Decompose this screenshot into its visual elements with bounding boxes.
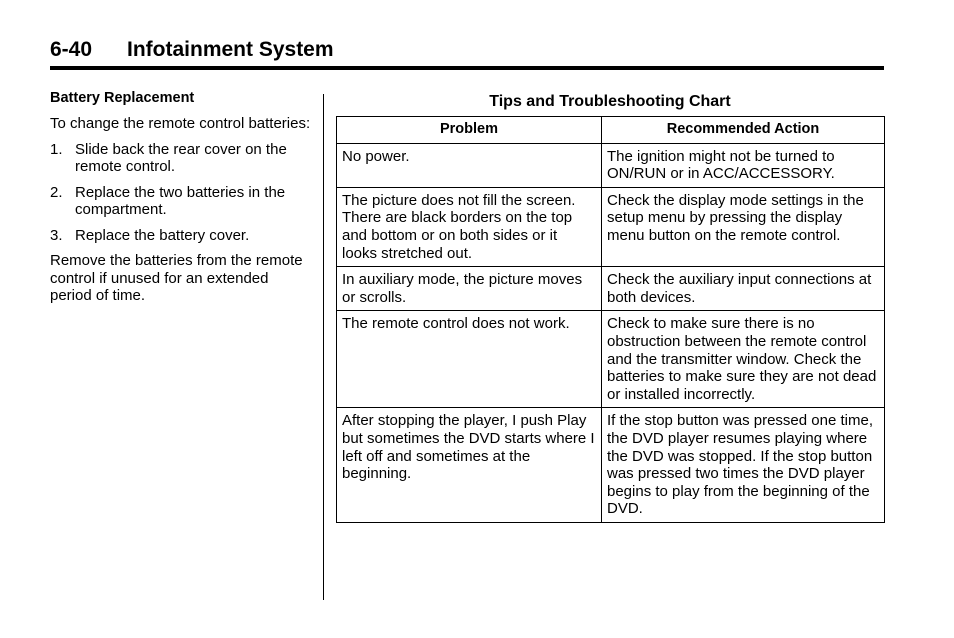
battery-intro: To change the remote control batteries: bbox=[50, 115, 311, 132]
step-text: Replace the battery cover. bbox=[75, 226, 250, 244]
battery-heading: Battery Replacement bbox=[50, 90, 195, 106]
problem-cell: The remote control does not work. bbox=[337, 311, 602, 408]
table-row bbox=[337, 311, 885, 408]
step-number: 2. bbox=[50, 183, 63, 201]
action-cell: The ignition might not be turned to ON/RUN or in ACC/ACCESSORY. bbox=[602, 143, 885, 187]
action-cell: Check the display mode settings in the setup menu by pressing the display menu button on the remote control. bbox=[602, 187, 885, 266]
action-cell: Check to make sure there is no obstruction between the remote control and the transmitter window. Check the batteries to make sure they are not dead or installed incorrectly. bbox=[602, 311, 885, 408]
step-text: Slide back the rear cover on the remote control. bbox=[75, 140, 287, 175]
problem-cell: The picture does not fill the screen. There are black borders on the top and bottom or on both sides or it looks stretched out. bbox=[337, 187, 602, 266]
battery-step bbox=[50, 141, 312, 176]
page-number: 6-40 bbox=[50, 38, 93, 61]
step-text: Replace the two batteries in the compartment. bbox=[75, 183, 286, 218]
problem-cell: In auxiliary mode, the picture moves or scrolls. bbox=[337, 267, 602, 311]
table-row bbox=[337, 143, 885, 187]
step-number: 1. bbox=[50, 140, 63, 158]
action-cell: Check the auxiliary input connections at both devices. bbox=[602, 267, 885, 311]
battery-step bbox=[50, 227, 312, 245]
chart-title: Tips and Troubleshooting Chart bbox=[489, 93, 731, 110]
step-number: 3. bbox=[50, 226, 63, 244]
table-row bbox=[337, 267, 885, 311]
section-title: Infotainment System bbox=[127, 38, 334, 61]
column-header-problem: Problem bbox=[337, 117, 602, 144]
problem-cell: No power. bbox=[337, 143, 602, 187]
action-cell: If the stop button was pressed one time, the DVD player resumes playing where the DVD was stopped. If the stop button was pressed two times the DVD player begins to play from the beginning of the DVD. bbox=[602, 408, 885, 523]
problem-cell: After stopping the player, I push Play but sometimes the DVD starts where I left off and sometimes at the beginning. bbox=[337, 408, 602, 523]
battery-steps bbox=[50, 141, 312, 245]
table-header-row bbox=[337, 117, 885, 144]
page-header bbox=[50, 38, 884, 70]
troubleshooting-table bbox=[336, 116, 885, 523]
table-row bbox=[337, 408, 885, 523]
battery-note: Remove the batteries from the remote control if unused for an extended period of time. bbox=[50, 252, 303, 304]
battery-step bbox=[50, 184, 312, 219]
table-row bbox=[337, 187, 885, 266]
column-divider bbox=[323, 94, 324, 600]
column-header-action: Recommended Action bbox=[602, 117, 885, 144]
battery-replacement-section bbox=[50, 90, 312, 313]
